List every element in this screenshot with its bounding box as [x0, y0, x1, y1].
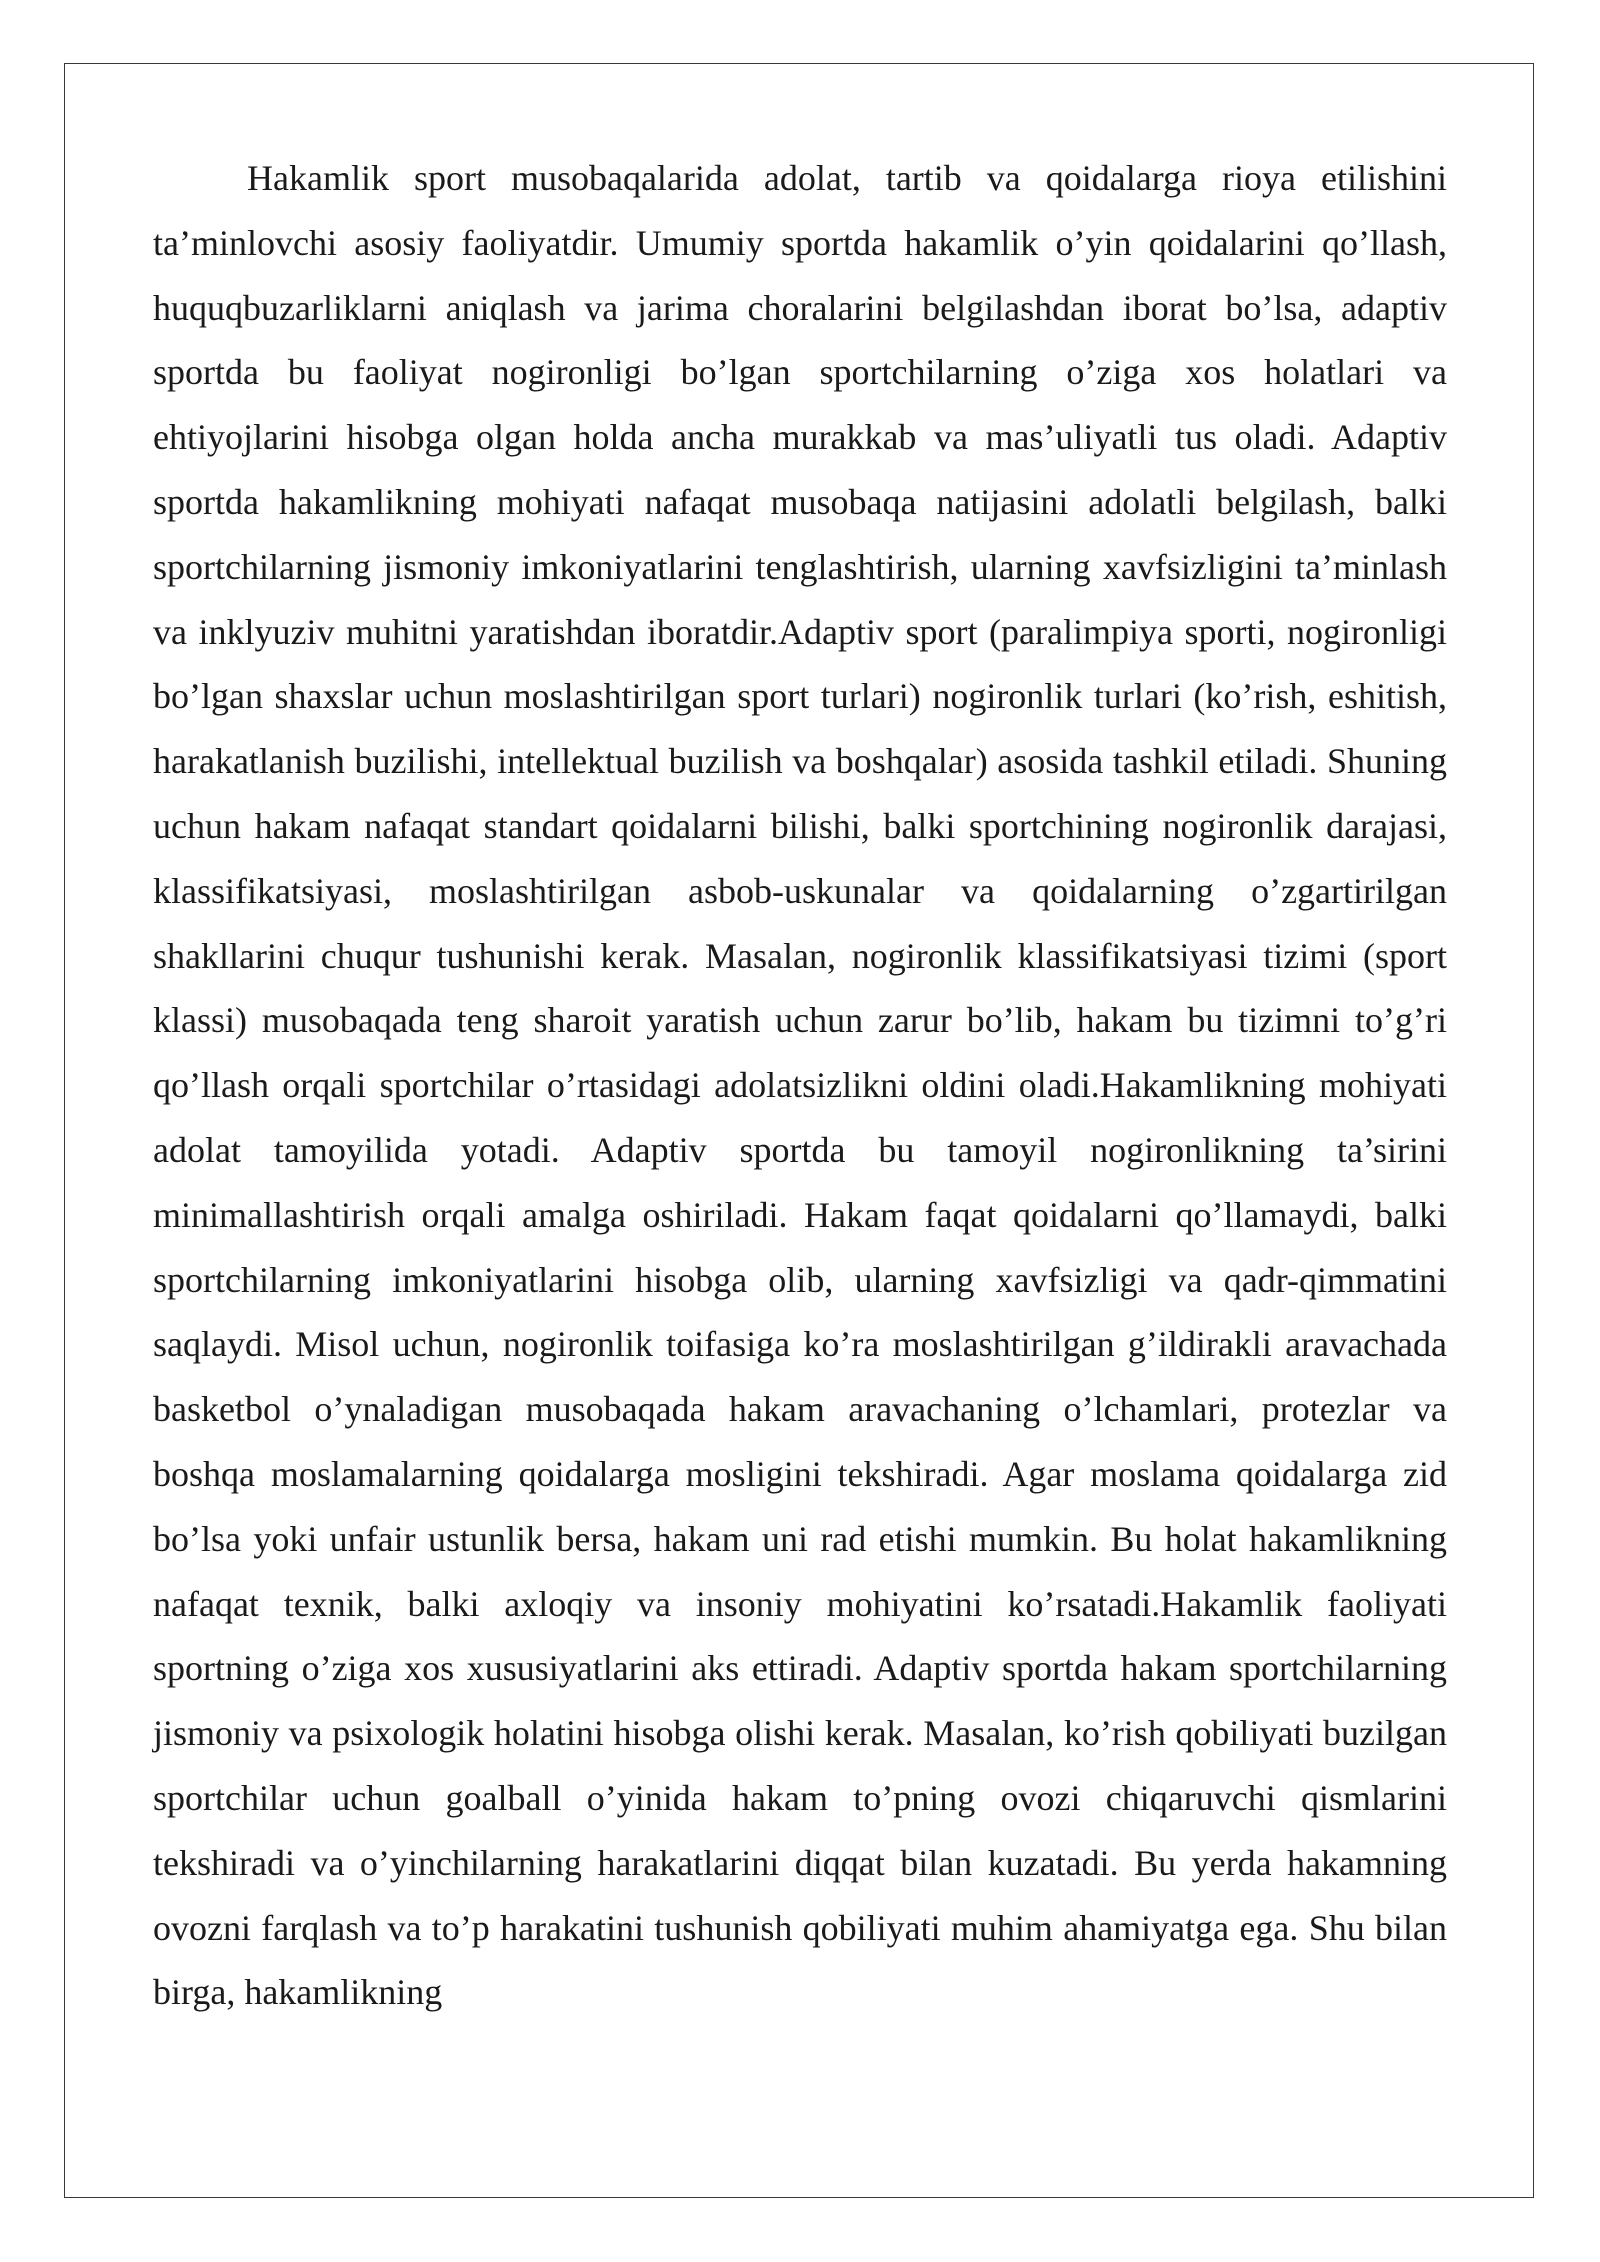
- body-paragraph: Hakamlik sport musobaqalarida adolat, tartib va qoidalarga rioya etilishini ta’minlovchi asosiy faoliyatdir. Umumiy sportda hakamlik o’yin qoidalarini qo’llash, huquqbuzarliklarni aniqlash va jarima choralarini belgilashdan iborat bo’lsa, adaptiv sportda bu faoliyat nogironligi bo’lgan sportchilarning o’ziga xos holatlari va ehtiyojlarini hisobga olgan holda ancha murakkab va mas’uliyatli tus oladi. Adaptiv sportda hakamlikning mohiyati nafaqat musobaqa natijasini adolatli belgilash, balki sportchilarning jismoniy imkoniyatlarini tenglashtirish, ularning xavfsizligini ta’minlash va inklyuziv muhitni yaratishdan iboratdir.Adaptiv sport (paralimpiya sporti, nogironligi bo’lgan shaxslar uchun moslashtirilgan sport turlari) nogironlik turlari (ko’rish, eshitish, harakatlanish buzilishi, intellektual buzilish va boshqalar) asosida tashkil etiladi. Shuning uchun hakam nafaqat standart qoidalarni bilishi, balki sportchining nogironlik darajasi, klassifikatsiyasi, moslashtirilgan asbob-uskunalar va qoidalarning o’zgartirilgan shakllarini chuqur tushunishi kerak. Masalan, nogironlik klassifikatsiyasi tizimi (sport klassi) musobaqada teng sharoit yaratish uchun zarur bo’lib, hakam bu tizimni to’g’ri qo’llash orqali sportchilar o’rtasidagi adolatsizlikni oldini oladi.Hakamlikning mohiyati adolat tamoyilida yotadi. Adaptiv sportda bu tamoyil nogironlikning ta’sirini minimallashtirish orqali amalga oshiriladi. Hakam faqat qoidalarni qo’llamaydi, balki sportchilarning imkoniyatlarini hisobga olib, ularning xavfsizligi va qadr-qimmatini saqlaydi. Misol uchun, nogironlik toifasiga ko’ra moslashtirilgan g’ildirakli aravachada basketbol o’ynaladigan musobaqada hakam aravachaning o’lchamlari, protezlar va boshqa moslamalarning qoidalarga mosligini tekshiradi. Agar moslama qoidalarga zid bo’lsa yoki unfair ustunlik bersa, hakam uni rad etishi mumkin. Bu holat hakamlikning nafaqat texnik, balki axloqiy va insoniy mohiyatini ko’rsatadi.Hakamlik faoliyati sportning o’ziga xos xususiyatlarini aks ettiradi. Adaptiv sportda hakam sportchilarning jismoniy va psixologik holatini hisobga olishi kerak. Masalan, ko’rish qobiliyati buzilgan sportchilar uchun goalball o’yinida hakam to’pning ovozi chiqaruvchi qismlarini tekshiradi va o’yinchilarning harakatlarini diqqat bilan kuzatadi. Bu yerda hakamning ovozni farqlash va to’p harakatini tushunish qobiliyati muhim ahamiyatga ega. Shu bilan birga, hakamlikning: [153, 158, 1447, 2013]
